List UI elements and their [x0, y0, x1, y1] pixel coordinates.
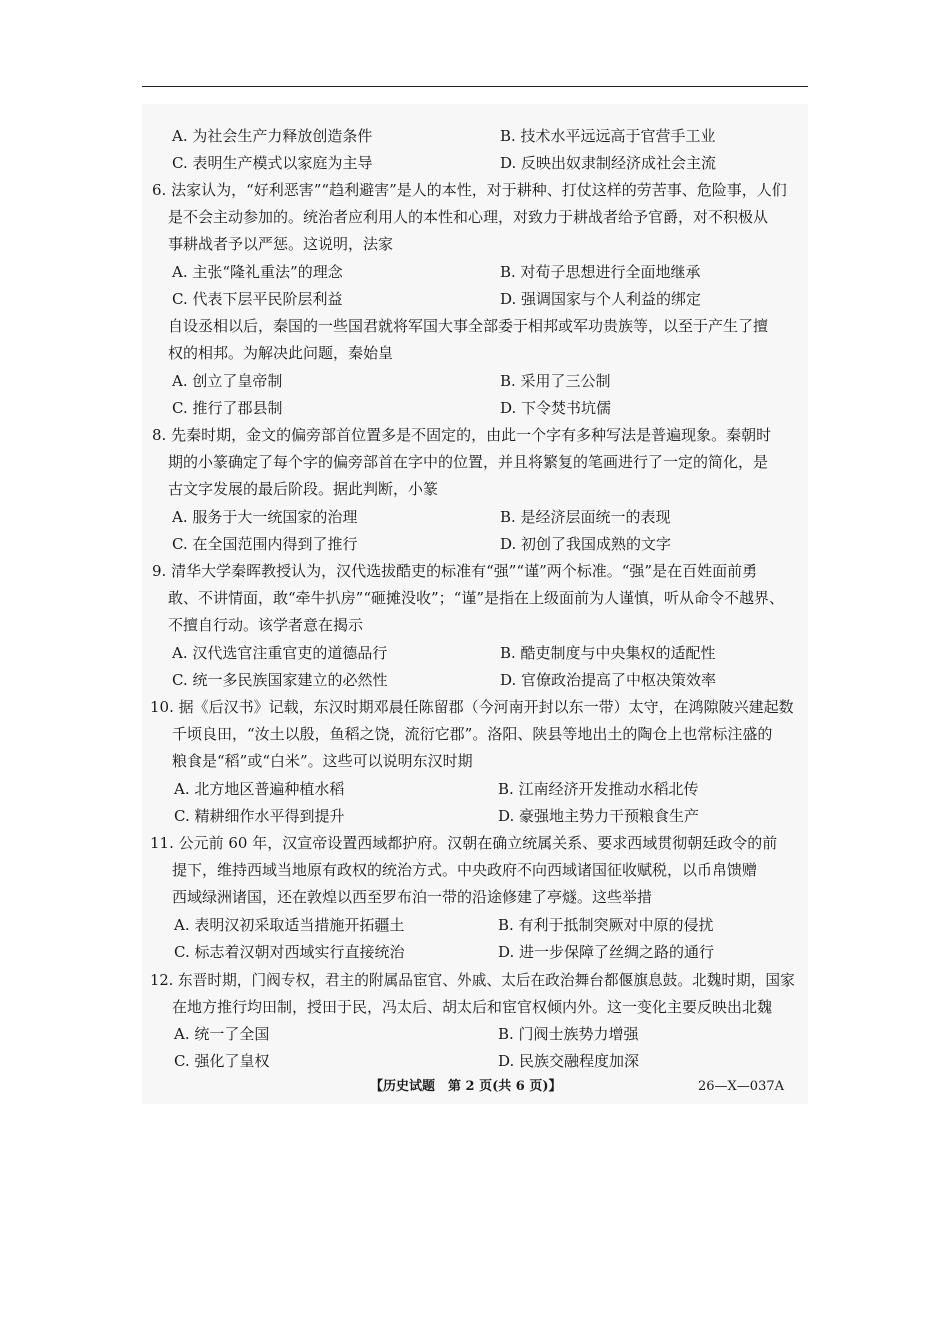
- q5-option-d: D. 反映出奴隶制经济成社会主流: [500, 154, 717, 172]
- q9-option-d: D. 官僚政治提高了中枢决策效率: [500, 671, 717, 689]
- q11-option-b: B. 有利于抵制突厥对中原的侵扰: [498, 916, 714, 934]
- q7-option-a: A. 创立了皇帝制: [172, 372, 283, 390]
- q6-stem-line-2: 是不会主动参加的。统治者应利用人的本性和心理，对致力于耕战者给予官爵，对不积极从: [168, 208, 769, 226]
- q8-stem-line-3: 古文字发展的最后阶段。据此判断，小篆: [168, 480, 439, 498]
- q12-option-d: D. 民族交融程度加深: [498, 1052, 640, 1070]
- q11-stem-line-2: 提下，维持西域当地原有政权的统治方式。中央政府不向西域诸国征收赋税，以币帛馈赠: [172, 861, 758, 879]
- q10-option-a: A. 北方地区普遍种植水稻: [174, 780, 345, 798]
- q12-option-c: C. 强化了皇权: [174, 1052, 270, 1070]
- q6-stem-line-1: 6. 法家认为，“好利恶害”“趋利避害”是人的本性，对于耕种、打仗这样的劳苦事、危险事，人们: [152, 181, 787, 199]
- top-rule: [142, 86, 808, 87]
- q9-stem-line-1: 9. 清华大学秦晖教授认为，汉代选拔酷吏的标准有“强”“谨”两个标准。“强”是在百姓面前勇: [152, 562, 758, 580]
- q8-option-c: C. 在全国范围内得到了推行: [172, 535, 358, 553]
- q10-option-b: B. 江南经济开发推动水稻北传: [498, 780, 699, 798]
- q5-option-c: C. 表明生产模式以家庭为主导: [172, 154, 373, 172]
- q6-option-b: B. 对荀子思想进行全面地继承: [500, 263, 701, 281]
- q6-stem-line-3: 事耕战者予以严惩。这说明，法家: [168, 235, 394, 253]
- q9-option-a: A. 汉代选官注重官吏的道德品行: [172, 644, 388, 662]
- q10-stem-line-1: 10. 据《后汉书》记载，东汉时期邓晨任陈留郡（今河南开封以东一带）太守，在鸿隙陂兴建起数: [150, 698, 794, 716]
- q5-option-b: B. 技术水平远远高于官营手工业: [500, 127, 716, 145]
- q7-stem-line-1: 自设丞相以后，秦国的一些国君就将军国大事全部委于相邦或军功贵族等，以至于产生了擅: [168, 317, 769, 335]
- q11-option-a: A. 表明汉初采取适当措施开拓疆土: [174, 916, 405, 934]
- q8-option-b: B. 是经济层面统一的表现: [500, 508, 671, 526]
- q6-option-d: D. 强调国家与个人利益的绑定: [500, 290, 702, 308]
- q6-option-a: A. 主张“隆礼重法”的理念: [172, 263, 343, 281]
- q10-stem-line-2: 千顷良田，“汝土以殷，鱼稻之饶，流衍它郡”。洛阳、陕县等地出土的陶仓上也常标注盛的: [172, 725, 773, 743]
- q11-stem-line-1: 11. 公元前 60 年，汉宣帝设置西域都护府。汉朝在确立统属关系、要求西域贯彻朝廷政令的前: [150, 834, 778, 852]
- q7-option-d: D. 下令焚书坑儒: [500, 399, 612, 417]
- footer-exam-code: 26—X—037A: [698, 1079, 784, 1094]
- q10-stem-line-3: 粮食是“稻”或“白米”。这些可以说明东汉时期: [172, 752, 473, 770]
- q11-stem-line-3: 西域绿洲诸国，还在敦煌以西至罗布泊一带的沿途修建了亭燧。这些举措: [172, 888, 653, 906]
- q11-option-c: C. 标志着汉朝对西域实行直接统治: [174, 943, 405, 961]
- q6-option-c: C. 代表下层平民阶层利益: [172, 290, 343, 308]
- q10-option-c: C. 精耕细作水平得到提升: [174, 807, 345, 825]
- q7-stem-line-2: 权的相邦。为解决此问题，秦始皇: [168, 344, 394, 362]
- q7-option-b: B. 采用了三公制: [500, 372, 611, 390]
- footer-page-title: 【历史试题 第 2 页(共 6 页)】: [370, 1079, 562, 1094]
- q12-option-a: A. 统一了全国: [174, 1025, 270, 1043]
- q8-option-a: A. 服务于大一统国家的治理: [172, 508, 358, 526]
- q9-option-c: C. 统一多民族国家建立的必然性: [172, 671, 388, 689]
- q12-stem-line-1: 12. 东晋时期，门阀专权，君主的附属品宦官、外戚、太后在政治舞台都偃旗息鼓。北魏时期，国家: [150, 971, 795, 989]
- q8-option-d: D. 初创了我国成熟的文字: [500, 535, 672, 553]
- q8-stem-line-2: 期的小篆确定了每个字的偏旁部首在字中的位置，并且将繁复的笔画进行了一定的简化，是: [168, 453, 769, 471]
- q5-option-a: A. 为社会生产力释放创造条件: [172, 127, 373, 145]
- q9-option-b: B. 酷吏制度与中央集权的适配性: [500, 644, 716, 662]
- q9-stem-line-3: 不擅自行动。该学者意在揭示: [168, 616, 364, 634]
- q12-stem-line-2: 在地方推行均田制，授田于民，冯太后、胡太后和宦官权倾内外。这一变化主要反映出北魏: [172, 998, 773, 1016]
- q7-option-c: C. 推行了郡县制: [172, 399, 283, 417]
- q11-option-d: D. 进一步保障了丝绸之路的通行: [498, 943, 715, 961]
- q8-stem-line-1: 8. 先秦时期，金文的偏旁部首位置多是不固定的，由此一个字有多种写法是普遍现象。秦朝时: [152, 426, 772, 444]
- q10-option-d: D. 豪强地主势力干预粮食生产: [498, 807, 700, 825]
- q9-stem-line-2: 敢、不讲情面，敢“牵牛扒房”“砸摊没收”；“谨”是指在上级面前为人谨慎，听从命令不越界、: [168, 589, 785, 607]
- q12-option-b: B. 门阀士族势力增强: [498, 1025, 639, 1043]
